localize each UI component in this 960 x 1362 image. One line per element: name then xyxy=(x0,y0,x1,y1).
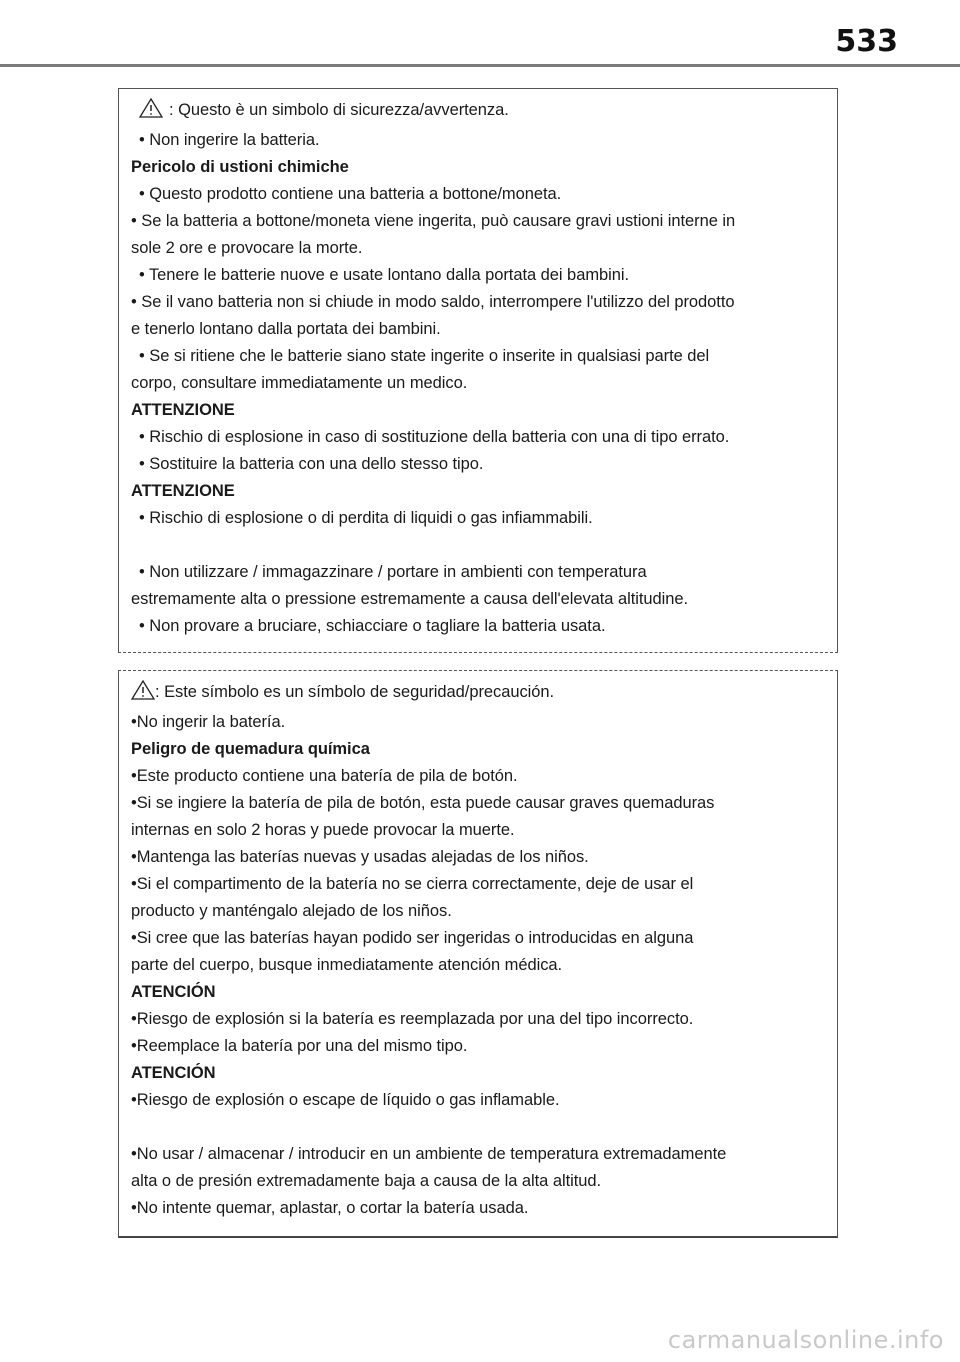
italian-bullet-1: • Non ingerire la batteria. xyxy=(139,131,320,149)
spanish-bullet-5a: •Si el compartimento de la batería no se cierra correctamente, deje de usar el xyxy=(131,875,694,893)
spanish-heading-burn: Peligro de quemadura química xyxy=(131,740,370,758)
italian-bullet-6a: • Se si ritiene che le batterie siano state ingerite o inserite in qualsiasi parte del xyxy=(139,347,710,365)
italian-bullet-3a: • Se la batteria a bottone/moneta viene ingerita, può causare gravi ustioni interne in xyxy=(131,212,736,230)
italian-heading-attention-2: ATTENZIONE xyxy=(131,482,235,500)
spanish-warning-box xyxy=(118,670,838,1238)
spanish-bullet-1: •No ingerir la batería. xyxy=(131,713,286,731)
spanish-bullet-8: •Reemplace la batería por una del mismo tipo. xyxy=(131,1037,468,1055)
italian-symbol-text: : Questo è un simbolo di sicurezza/avvertenza. xyxy=(169,101,509,119)
italian-bullet-11: • Non provare a bruciare, schiacciare o tagliare la batteria usata. xyxy=(139,617,606,635)
italian-bullet-8: • Sostituire la batteria con una dello stesso tipo. xyxy=(139,455,484,473)
spanish-symbol-text: : Este símbolo es un símbolo de seguridad/precaución. xyxy=(155,683,555,701)
italian-bullet-7: • Rischio di esplosione in caso di sostituzione della batteria con una di tipo errato. xyxy=(139,428,730,446)
italian-bullet-10b: estremamente alta o pressione estremamente a causa dell'elevata altitudine. xyxy=(131,590,689,608)
spanish-bullet-3b: internas en solo 2 horas y puede provocar la muerte. xyxy=(131,821,515,839)
spanish-symbol-line xyxy=(131,679,825,709)
spanish-bullet-4: •Mantenga las baterías nuevas y usadas alejadas de los niños. xyxy=(131,848,589,866)
spanish-bullet-6b: parte del cuerpo, busque inmediatamente atención médica. xyxy=(131,956,563,974)
italian-symbol-line xyxy=(131,97,825,127)
italian-bullet-10a: • Non utilizzare / immagazzinare / portare in ambienti con temperatura xyxy=(139,563,647,581)
italian-bullet-3b: sole 2 ore e provocare la morte. xyxy=(131,239,363,257)
italian-bullet-5a: • Se il vano batteria non si chiude in modo saldo, interrompere l'utilizzo del prodotto xyxy=(131,293,735,311)
warning-triangle-icon xyxy=(131,680,155,709)
spanish-bullet-11: •No intente quemar, aplastar, o cortar la batería usada. xyxy=(131,1199,529,1217)
spanish-bullet-2: •Este producto contiene una batería de pila de botón. xyxy=(131,767,518,785)
italian-warning-box xyxy=(118,88,838,653)
spanish-bullet-10b: alta o de presión extremadamente baja a causa de la alta altitud. xyxy=(131,1172,602,1190)
watermark-text: carmanualsonline.info xyxy=(667,1326,944,1354)
italian-bullet-4: • Tenere le batterie nuove e usate lontano dalla portata dei bambini. xyxy=(139,266,630,284)
spanish-bullet-10a: •No usar / almacenar / introducir en un ambiente de temperatura extremadamente xyxy=(131,1145,727,1163)
italian-heading-attention-1: ATTENZIONE xyxy=(131,401,235,419)
spanish-bullet-9: •Riesgo de explosión o escape de líquido o gas inflamable. xyxy=(131,1091,560,1109)
spanish-bullet-6a: •Si cree que las baterías hayan podido ser ingeridas o introducidas en alguna xyxy=(131,929,694,947)
spanish-bullet-5b: producto y manténgalo alejado de los niños. xyxy=(131,902,452,920)
italian-spacer xyxy=(131,532,825,559)
italian-bullet-2: • Questo prodotto contiene una batteria a bottone/moneta. xyxy=(139,185,562,203)
spanish-bullet-7: •Riesgo de explosión si la batería es reemplazada por una del tipo incorrecto. xyxy=(131,1010,694,1028)
italian-bullet-9: • Rischio di esplosione o di perdita di liquidi o gas infiammabili. xyxy=(139,509,593,527)
italian-bullet-5b: e tenerlo lontano dalla portata dei bambini. xyxy=(131,320,441,338)
warning-triangle-icon xyxy=(139,98,163,127)
italian-heading-burn: Pericolo di ustioni chimiche xyxy=(131,158,349,176)
header-rule xyxy=(0,64,960,67)
page-number: 533 xyxy=(835,24,898,59)
italian-bullet-6b: corpo, consultare immediatamente un medico. xyxy=(131,374,468,392)
spanish-heading-attention-1: ATENCIÓN xyxy=(131,983,216,1001)
spanish-bullet-3a: •Si se ingiere la batería de pila de botón, esta puede causar graves quemaduras xyxy=(131,794,715,812)
spanish-heading-attention-2: ATENCIÓN xyxy=(131,1064,216,1082)
spanish-spacer xyxy=(131,1114,825,1141)
